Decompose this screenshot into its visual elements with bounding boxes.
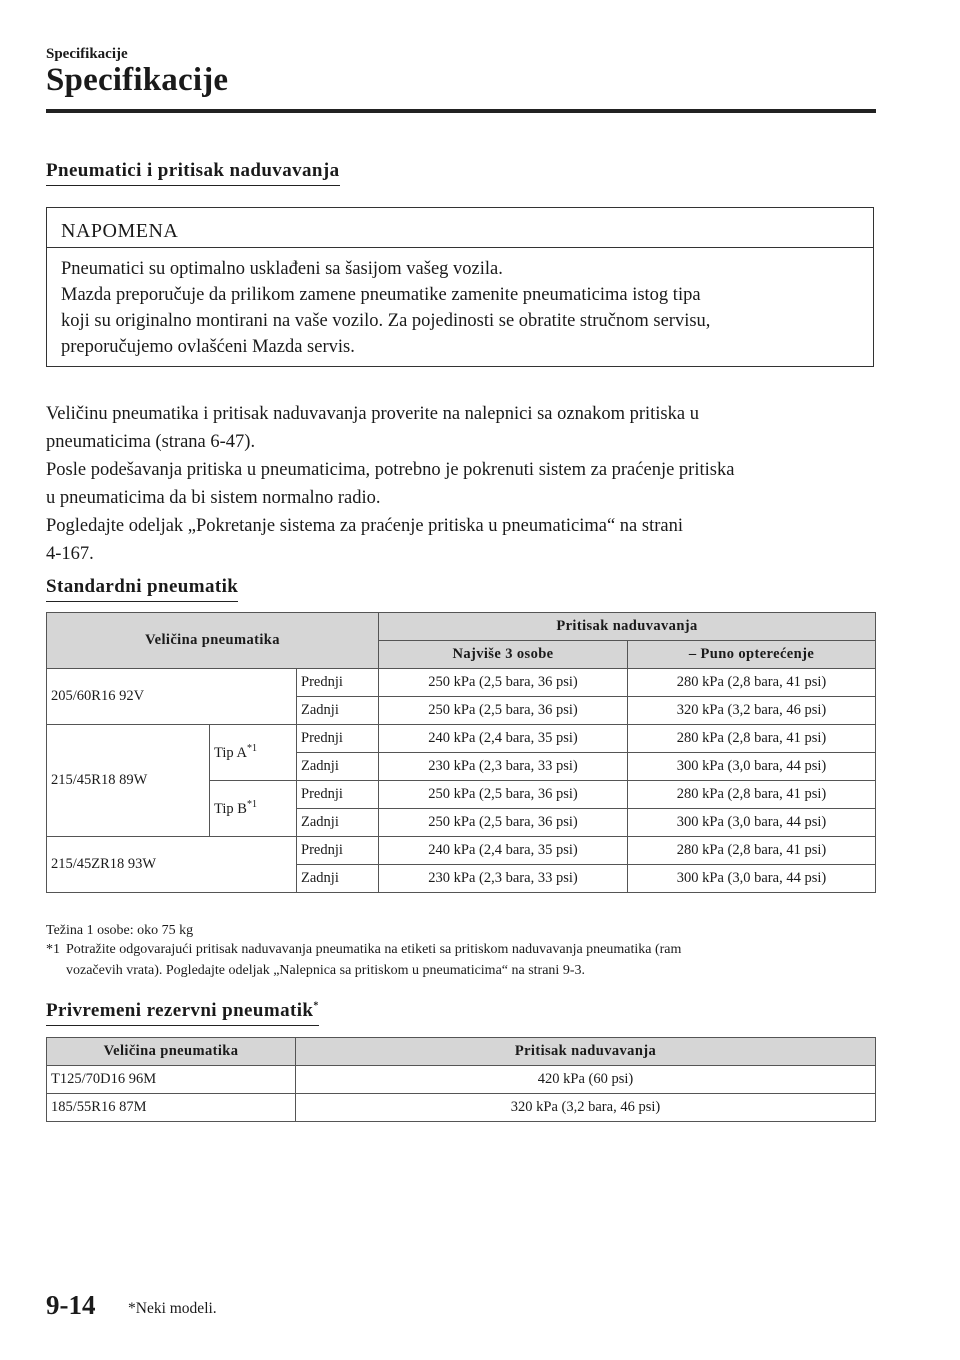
pressure-cell: 280 kPa (2,8 bara, 41 psi) [628, 725, 876, 753]
tire-type-cell [210, 725, 297, 781]
header-max-3-persons: Najviše 3 osobe [379, 641, 628, 669]
position-cell: Zadnji [297, 809, 379, 837]
pressure-cell: 280 kPa (2,8 bara, 41 psi) [628, 837, 876, 865]
pressure-cell: 250 kPa (2,5 bara, 36 psi) [379, 809, 628, 837]
note-divider [47, 247, 873, 248]
tire-size-cell: 205/60R16 92V [47, 669, 297, 725]
pressure-cell: 230 kPa (2,3 bara, 33 psi) [379, 753, 628, 781]
position-cell: Zadnji [297, 697, 379, 725]
weight-note: Težina 1 osobe: oko 75 kg [46, 923, 194, 938]
paragraph-line: Posle podešavanja pritiska u pneumaticima, potrebno je pokrenuti sistem za praćenje pritiska [46, 460, 735, 480]
header-inflation-pressure: Pritisak naduvavanja [379, 613, 876, 641]
section-title-text: Privremeni rezervni pneumatik [46, 1000, 314, 1021]
chapter-title: Specifikacije [46, 62, 229, 98]
note-line: Mazda preporučuje da prilikom zamene pneumatike zamenite pneumaticima istog tipa [61, 285, 701, 305]
section-title-standard-tire: Standardni pneumatik [46, 576, 238, 602]
section-title-tires: Pneumatici i pritisak naduvavanja [46, 160, 340, 186]
pressure-cell: 300 kPa (3,0 bara, 44 psi) [628, 865, 876, 893]
paragraph-line: 4-167. [46, 544, 94, 564]
tire-size-cell: 215/45R18 89W [47, 725, 210, 837]
body-paragraph [46, 400, 876, 568]
header-inflation-pressure: Pritisak naduvavanja [296, 1038, 876, 1066]
standard-tire-table [46, 612, 876, 893]
tire-type-label: Tip A [214, 744, 247, 761]
pressure-cell: 300 kPa (3,0 bara, 44 psi) [628, 809, 876, 837]
note-line: koji su originalno montirani na vaše vozilo. Za pojedinosti se obratite stručnom servisu, [61, 311, 711, 331]
tire-size-cell: T125/70D16 96M [47, 1066, 296, 1094]
running-header: Specifikacije [46, 46, 128, 62]
note-line: Pneumatici su optimalno usklađeni sa šasijom vašeg vozila. [61, 259, 503, 279]
pressure-cell: 230 kPa (2,3 bara, 33 psi) [379, 865, 628, 893]
position-cell: Prednji [297, 725, 379, 753]
note-box [46, 207, 874, 367]
tire-type-cell [210, 781, 297, 837]
pressure-cell: 320 kPa (3,2 bara, 46 psi) [628, 697, 876, 725]
footer-note: *Neki modeli. [128, 1300, 217, 1317]
header-tire-size: Veličina pneumatika [47, 613, 379, 669]
position-cell: Zadnji [297, 753, 379, 781]
pressure-cell: 420 kPa (60 psi) [296, 1066, 876, 1094]
position-cell: Prednji [297, 781, 379, 809]
pressure-cell: 240 kPa (2,4 bara, 35 psi) [379, 837, 628, 865]
footnote-mark: * [313, 1000, 319, 1012]
position-cell: Prednji [297, 837, 379, 865]
pressure-cell: 250 kPa (2,5 bara, 36 psi) [379, 781, 628, 809]
spare-tire-table [46, 1037, 876, 1122]
note-title: NAPOMENA [61, 220, 179, 242]
header-full-load: – Puno opterećenje [628, 641, 876, 669]
paragraph-line: Veličinu pneumatika i pritisak naduvavanja proverite na nalepnici sa oznakom pritiska u [46, 404, 699, 424]
position-cell: Prednji [297, 669, 379, 697]
pressure-cell: 300 kPa (3,0 bara, 44 psi) [628, 753, 876, 781]
pressure-cell: 320 kPa (3,2 bara, 46 psi) [296, 1094, 876, 1122]
footnote-mark: *1 [246, 799, 257, 811]
footnote-mark: *1 [246, 743, 257, 755]
page-number: 9-14 [46, 1290, 96, 1320]
footnote-1-mark: *1 [46, 942, 60, 957]
tire-type-label: Tip B [214, 800, 247, 817]
paragraph-line: u pneumaticima da bi sistem normalno radio. [46, 488, 381, 508]
pressure-cell: 240 kPa (2,4 bara, 35 psi) [379, 725, 628, 753]
header-tire-size: Veličina pneumatika [47, 1038, 296, 1066]
note-line: preporučujemo ovlašćeni Mazda servis. [61, 337, 355, 357]
pressure-cell: 250 kPa (2,5 bara, 36 psi) [379, 669, 628, 697]
footnote-1-line: Potražite odgovarajući pritisak naduvavanja pneumatika na etiketi sa pritiskom naduvavanja pneumatika (ram [66, 942, 682, 957]
pressure-cell: 250 kPa (2,5 bara, 36 psi) [379, 697, 628, 725]
note-body [61, 256, 861, 360]
header-rule [46, 109, 876, 113]
pressure-cell: 280 kPa (2,8 bara, 41 psi) [628, 669, 876, 697]
footnote-1-line: vozačevih vrata). Pogledajte odeljak „Nalepnica sa pritiskom u pneumaticima“ na strani 9-3. [66, 963, 585, 978]
tire-size-cell: 185/55R16 87M [47, 1094, 296, 1122]
paragraph-line: Pogledajte odeljak „Pokretanje sistema za praćenje pritiska u pneumaticima“ na strani [46, 516, 683, 536]
tire-size-cell: 215/45ZR18 93W [47, 837, 297, 893]
paragraph-line: pneumaticima (strana 6-47). [46, 432, 256, 452]
section-title-spare-tire [46, 1000, 319, 1026]
position-cell: Zadnji [297, 865, 379, 893]
pressure-cell: 280 kPa (2,8 bara, 41 psi) [628, 781, 876, 809]
